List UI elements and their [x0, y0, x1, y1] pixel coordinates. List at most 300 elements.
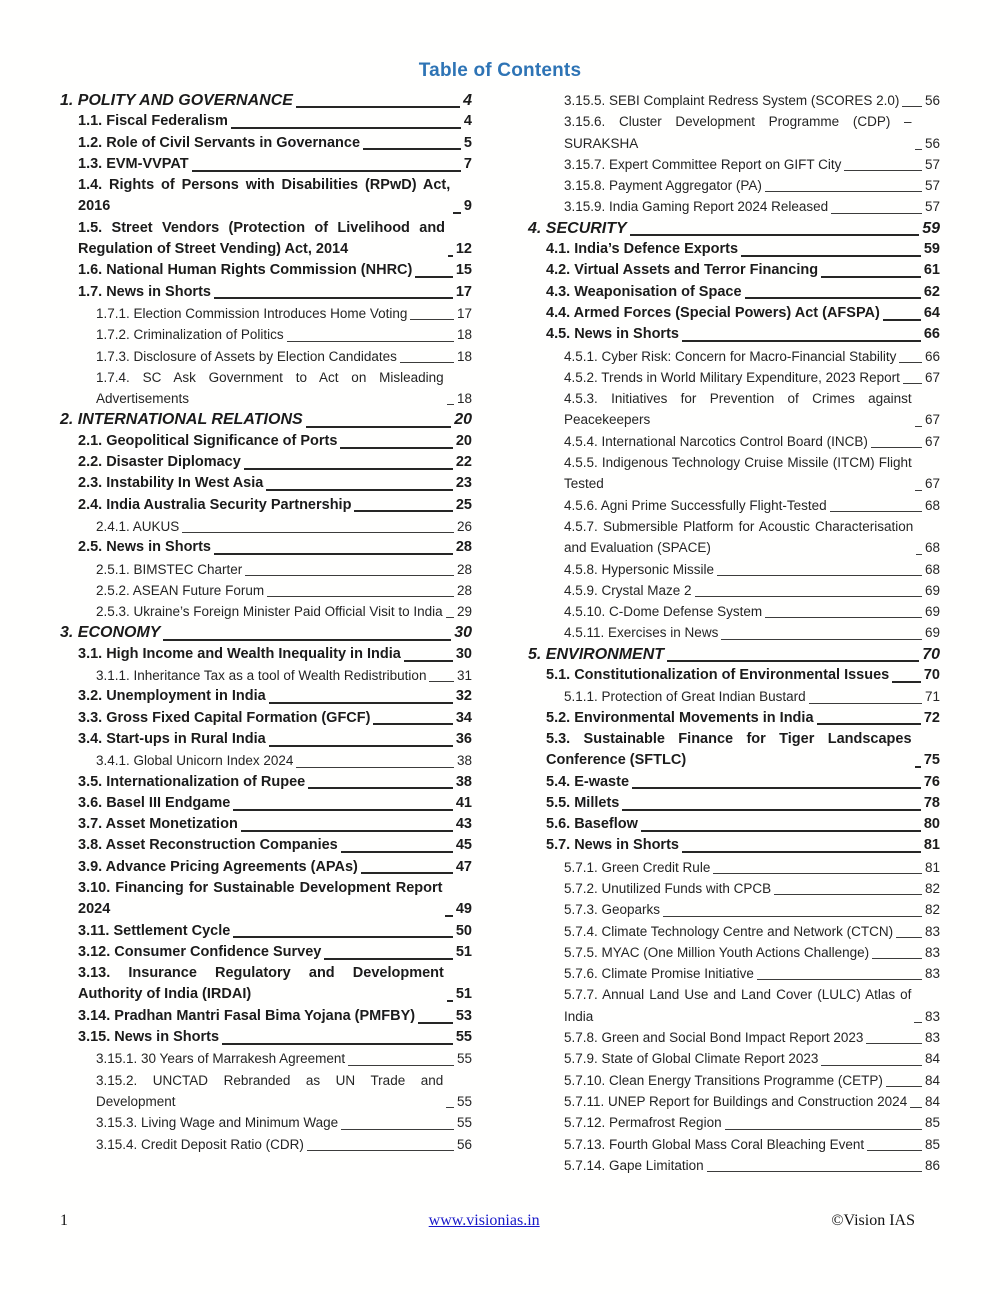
toc-entry [60, 921, 472, 942]
toc-leader-line [363, 148, 461, 150]
toc-entry-text: 5.1.1. Protection of Great Indian Bustard [564, 689, 806, 705]
toc-leader-line [717, 575, 922, 576]
toc-page-number: 30 [455, 645, 472, 662]
toc-entry-text: 4.5.1. Cyber Risk: Concern for Macro-Financial Stability [564, 348, 897, 364]
toc-entry [60, 878, 472, 921]
toc-leader-line [400, 362, 454, 363]
toc-entry [528, 324, 940, 345]
toc-page-number: 68 [924, 497, 940, 513]
toc-page-number: 84 [924, 1093, 940, 1109]
toc-page-number: 23 [455, 475, 472, 492]
toc-page-number: 34 [455, 709, 472, 726]
toc-leader-line [915, 490, 922, 491]
toc-page-number: 7 [463, 155, 472, 172]
toc-entry-text: 3.15. News in Shorts [78, 1029, 220, 1046]
toc-entry-text: 3.13. Insurance Regulatory and Development Authority of India (IRDAI) [78, 965, 444, 1003]
toc-entry [528, 601, 940, 622]
toc-page-number: 28 [456, 561, 472, 577]
toc-leader-line [817, 723, 921, 725]
toc-leader-line [867, 1150, 922, 1151]
toc-entry-text: 5.7.5. MYAC (One Million Youth Actions Challenge) [564, 944, 870, 960]
toc-entry [528, 814, 940, 835]
toc-entry [528, 835, 940, 856]
toc-columns [60, 90, 940, 1176]
toc-page-number: 38 [455, 773, 472, 790]
toc-leader-line [745, 297, 921, 299]
toc-page-number: 12 [455, 241, 472, 258]
toc-page-number: 20 [455, 432, 472, 449]
toc-entry [528, 239, 940, 260]
toc-entry [60, 857, 472, 878]
toc-page-number: 57 [924, 178, 940, 194]
toc-entry [60, 1006, 472, 1027]
toc-entry-text: 3.9. Advance Pricing Agreements (APAs) [78, 858, 358, 875]
toc-entry [528, 857, 940, 878]
toc-leader-line [903, 383, 922, 384]
toc-entry [60, 644, 472, 665]
toc-leader-line [872, 958, 922, 959]
toc-entry-text: 5.2. Environmental Movements in India [546, 709, 814, 726]
toc-page-number: 56 [924, 93, 940, 108]
toc-entry-text: 5.7.4. Climate Technology Centre and Network (CTCN) [564, 923, 894, 939]
toc-entry-text: 3.4. Start-ups in Rural India [78, 730, 266, 747]
toc-leader-line [448, 255, 453, 257]
toc-entry [528, 175, 940, 196]
toc-entry [528, 644, 940, 665]
toc-entry [528, 516, 940, 559]
toc-page-number: 66 [924, 348, 940, 364]
toc-page-number: 68 [924, 540, 940, 556]
toc-entry [528, 984, 940, 1027]
toc-page-number: 82 [924, 902, 940, 918]
toc-page-number: 55 [456, 1093, 472, 1109]
toc-entry [528, 942, 940, 963]
toc-leader-line [354, 510, 452, 512]
toc-leader-line [682, 340, 921, 342]
toc-page-number: 68 [924, 561, 940, 577]
toc-entry [528, 1070, 940, 1091]
toc-page-number: 80 [923, 816, 940, 833]
toc-page-number: 82 [924, 880, 940, 896]
toc-entry-text: 2.5.3. Ukraine’s Foreign Minister Paid Official Visit to India [96, 604, 443, 620]
toc-entry-text: 1.7.4. SC Ask Government to Act on Misleading Advertisements [96, 369, 444, 407]
toc-leader-line [361, 872, 453, 874]
toc-page-number: 4 [463, 92, 472, 109]
toc-leader-line [632, 787, 921, 789]
toc-entry [60, 1027, 472, 1048]
toc-page-number: 84 [924, 1072, 940, 1088]
toc-entry-text: 3.15.3. Living Wage and Minimum Wage [96, 1115, 339, 1131]
toc-entry [60, 282, 472, 303]
toc-entry [60, 409, 472, 430]
toc-leader-line [418, 1022, 453, 1024]
toc-leader-line [667, 660, 919, 662]
toc-entry-text: 4.5.3. Initiatives for Prevention of Crimes against Peacekeepers [564, 391, 912, 428]
toc-entry-text: 3.10. Financing for Sustainable Development Report 2024 [78, 879, 443, 918]
toc-entry-text: 5.4. E-waste [546, 773, 630, 790]
toc-entry [60, 793, 472, 814]
toc-entry [60, 963, 472, 1006]
toc-entry-text: 5.7.11. UNEP Report for Buildings and Construction 2024 [564, 1093, 908, 1109]
toc-entry [528, 431, 940, 452]
toc-entry-text: 1.6. National Human Rights Commission (NHRC) [78, 262, 413, 279]
toc-column-right [528, 90, 940, 1176]
footer-copyright: ©Vision IAS [831, 1212, 915, 1229]
toc-leader-line [831, 213, 922, 214]
toc-leader-line [892, 681, 921, 683]
toc-entry-text: 1.2. Role of Civil Servants in Governance [78, 134, 361, 151]
toc-entry-text: 1.3. EVM-VVPAT [78, 155, 189, 172]
toc-page-number: 18 [456, 327, 472, 343]
toc-entry-text: 3.11. Settlement Cycle [78, 922, 231, 939]
toc-page-number: 83 [924, 1008, 940, 1024]
toc-leader-line [695, 596, 922, 597]
toc-entry [60, 303, 472, 324]
toc-leader-line [231, 127, 461, 129]
toc-page-number: 29 [456, 604, 472, 620]
toc-page-number: 55 [456, 1115, 472, 1131]
toc-leader-line [757, 979, 922, 980]
toc-entry [60, 814, 472, 835]
toc-page-number: 36 [455, 730, 472, 747]
toc-entry-text: 5.5. Millets [546, 794, 620, 811]
toc-entry [528, 1155, 940, 1176]
toc-page-number: 56 [924, 135, 940, 151]
toc-page-number: 41 [455, 794, 472, 811]
toc-entry [60, 431, 472, 452]
toc-page-number: 83 [924, 923, 940, 939]
toc-leader-line [914, 1022, 922, 1023]
toc-entry [60, 601, 472, 622]
toc-page-number: 32 [455, 688, 472, 705]
toc-entry-text: 3.15.1. 30 Years of Marrakesh Agreement [96, 1051, 346, 1067]
toc-entry [528, 793, 940, 814]
toc-entry [528, 196, 940, 217]
toc-entry [60, 367, 472, 410]
toc-entry [528, 495, 940, 516]
toc-page-number: 55 [455, 1029, 472, 1046]
toc-entry-text: 3.15.4. Credit Deposit Ratio (CDR) [96, 1136, 304, 1152]
toc-entry-text: 4.5.5. Indigenous Technology Cruise Missile (ITCM) Flight Tested [564, 455, 912, 492]
toc-entry [60, 133, 472, 154]
toc-entry-text: 3.7. Asset Monetization [78, 816, 238, 833]
toc-leader-line [306, 426, 452, 428]
toc-entry-text: 3.8. Asset Reconstruction Companies [78, 837, 338, 854]
toc-entry-text: 1.1. Fiscal Federalism [78, 113, 228, 130]
toc-entry-text: 3.2. Unemployment in India [78, 688, 266, 705]
toc-page-number: 69 [924, 604, 940, 620]
toc-entry [528, 899, 940, 920]
toc-entry [60, 729, 472, 750]
toc-entry-text: 5.7.6. Climate Promise Initiative [564, 966, 754, 982]
toc-page-number: 57 [924, 199, 940, 215]
toc-entry-text: 4.5.8. Hypersonic Missile [564, 561, 715, 577]
toc-entry-text: 5.7.1. Green Credit Rule [564, 859, 711, 875]
toc-entry-text: 4.5.10. C-Dome Defense System [564, 604, 763, 620]
toc-leader-line [373, 723, 452, 725]
toc-page-number: 70 [922, 645, 940, 663]
toc-page-number: 67 [924, 476, 940, 492]
toc-entry-text: 3.15.2. UNCTAD Rebranded as UN Trade and Development [96, 1072, 444, 1109]
toc-page-number: 69 [924, 582, 940, 598]
toc-page-number: 67 [924, 412, 940, 428]
page-footer [60, 1212, 915, 1234]
toc-entry [528, 1112, 940, 1133]
toc-entry-text: 3.15.8. Payment Aggregator (PA) [564, 178, 762, 194]
toc-entry [528, 218, 940, 239]
toc-entry-text: 5.7.14. Gape Limitation [564, 1157, 704, 1173]
toc-entry [60, 324, 472, 345]
toc-page-number: 20 [454, 411, 472, 429]
toc-page-number: 67 [924, 433, 940, 449]
toc-entry-text: 2.2. Disaster Diplomacy [78, 454, 241, 471]
toc-leader-line [269, 702, 453, 704]
toc-entry-text: 1.7. News in Shorts [78, 283, 211, 300]
toc-page-number: 62 [923, 283, 940, 300]
toc-page-number: 15 [455, 262, 472, 279]
toc-entry [528, 452, 940, 495]
toc-page-number: 30 [454, 624, 472, 642]
toc-leader-line [821, 1065, 922, 1066]
toc-leader-line [267, 596, 454, 597]
toc-leader-line [896, 937, 922, 938]
toc-entry [528, 260, 940, 281]
toc-entry-text: 3.4.1. Global Unicorn Index 2024 [96, 753, 294, 769]
toc-entry [60, 260, 472, 281]
toc-entry [528, 154, 940, 175]
toc-entry-text: 1.5. Street Vendors (Protection of Livelihood and Regulation of Street Vending) Act, 2014 [78, 219, 446, 258]
toc-leader-line [446, 617, 454, 618]
toc-entry-text: 2.4. India Australia Security Partnership [78, 496, 352, 513]
toc-entry-text: 5.7.12. Permafrost Region [564, 1115, 722, 1131]
toc-page-number: 83 [924, 1030, 940, 1046]
toc-page-number: 55 [456, 1051, 472, 1067]
toc-page-number: 18 [456, 348, 472, 364]
toc-entry-text: 4.5.9. Crystal Maze 2 [564, 582, 692, 598]
toc-page-number: 69 [924, 625, 940, 641]
toc-entry [528, 1048, 940, 1069]
toc-leader-line [910, 1107, 922, 1108]
toc-page-number: 76 [923, 773, 940, 790]
toc-leader-line [308, 787, 453, 789]
toc-entry [528, 878, 940, 899]
toc-leader-line [707, 1171, 922, 1172]
toc-leader-line [915, 149, 922, 150]
toc-entry [60, 622, 472, 643]
toc-page-number: 18 [456, 391, 472, 407]
toc-page-number: 81 [923, 837, 940, 854]
toc-page-number: 85 [924, 1115, 940, 1131]
toc-entry-text: 2.5.1. BIMSTEC Charter [96, 561, 243, 577]
toc-leader-line [269, 745, 453, 747]
toc-entry [528, 665, 940, 686]
toc-leader-line [244, 468, 453, 470]
toc-leader-line [233, 809, 453, 811]
toc-leader-line [641, 830, 921, 832]
toc-leader-line [182, 532, 454, 533]
toc-entry [528, 1027, 940, 1048]
toc-entry [60, 580, 472, 601]
toc-page-number: 28 [456, 582, 472, 598]
toc-column-left [60, 90, 472, 1176]
toc-page-number: 50 [455, 922, 472, 939]
toc-entry [528, 388, 940, 431]
toc-entry-text: 3.15.6. Cluster Development Programme (CDP) – SURAKSHA [564, 114, 912, 151]
toc-leader-line [245, 575, 454, 576]
toc-entry [60, 559, 472, 580]
toc-entry [528, 963, 940, 984]
toc-entry-text: 2.5. News in Shorts [78, 539, 211, 556]
toc-entry [60, 1112, 472, 1133]
toc-entry [60, 90, 472, 111]
toc-page-number: 67 [924, 369, 940, 385]
toc-entry-text: 5.7.2. Unutilized Funds with CPCB [564, 880, 772, 896]
toc-entry-text: 3.5. Internationalization of Rupee [78, 773, 306, 790]
toc-leader-line [809, 703, 922, 704]
toc-leader-line [287, 341, 454, 342]
toc-entry-text: 5.6. Baseflow [546, 816, 638, 833]
toc-entry-text: 3.1. High Income and Wealth Inequality in India [78, 645, 401, 662]
toc-leader-line [340, 447, 452, 449]
toc-entry [528, 559, 940, 580]
toc-page-number: 61 [923, 262, 940, 279]
toc-leader-line [445, 915, 452, 917]
toc-entry [528, 729, 940, 772]
toc-leader-line [222, 1043, 453, 1045]
toc-leader-line [324, 958, 453, 960]
toc-entry-text: 1.7.3. Disclosure of Assets by Election Candidates [96, 348, 397, 364]
toc-entry-text: 2.1. Geopolitical Significance of Ports [78, 432, 338, 449]
toc-page-number: 25 [455, 496, 472, 513]
toc-entry-text: 3.1.1. Inheritance Tax as a tool of Wealth Redistribution [96, 668, 427, 684]
toc-entry [60, 1070, 472, 1113]
toc-entry [60, 111, 472, 132]
toc-page-number: 22 [455, 454, 472, 471]
toc-entry [60, 218, 472, 261]
toc-page-number: 5 [463, 134, 472, 151]
toc-leader-line [916, 554, 922, 555]
toc-page-number: 9 [463, 198, 472, 215]
toc-leader-line [830, 511, 922, 512]
toc-leader-line [429, 681, 454, 682]
toc-entry-text: 5.7.8. Green and Social Bond Impact Report 2023 [564, 1030, 864, 1046]
toc-leader-line [915, 766, 921, 768]
toc-page-number: 85 [924, 1136, 940, 1152]
toc-entry-text: 1. POLITY AND GOVERNANCE [60, 92, 293, 109]
toc-page-number: 84 [924, 1051, 940, 1067]
toc-entry-text: 1.4. Rights of Persons with Disabilities (RPwD) Act, 2016 [78, 177, 451, 215]
toc-entry [60, 154, 472, 175]
toc-leader-line [307, 1150, 454, 1151]
toc-entry [528, 921, 940, 942]
toc-entry [528, 90, 940, 111]
toc-page-number: 86 [924, 1157, 940, 1173]
toc-leader-line [233, 936, 453, 938]
toc-leader-line [682, 851, 921, 853]
toc-entry [528, 1134, 940, 1155]
toc-entry [528, 1091, 940, 1112]
toc-entry [60, 473, 472, 494]
toc-leader-line [866, 1043, 922, 1044]
toc-entry-text: 4.5.6. Agni Prime Successfully Flight-Tested [564, 497, 827, 513]
toc-entry-text: 3. ECONOMY [60, 624, 161, 642]
toc-leader-line [415, 276, 453, 278]
toc-page-number: 4 [463, 113, 472, 130]
toc-entry-text: 1.7.1. Election Commission Introduces Home Voting [96, 305, 408, 321]
toc-entry-text: 2.3. Instability In West Asia [78, 475, 264, 492]
toc-entry [528, 303, 940, 324]
toc-entry-text: 3.6. Basel III Endgame [78, 794, 231, 811]
toc-leader-line [741, 255, 921, 257]
toc-entry-text: 5.1. Constitutionalization of Environmental Issues [546, 667, 890, 684]
toc-leader-line [844, 170, 922, 171]
toc-leader-line [821, 276, 921, 278]
toc-page-number: 38 [456, 753, 472, 769]
toc-page-number: 26 [456, 518, 472, 534]
footer-page-number: 1 [60, 1212, 68, 1229]
toc-leader-line [348, 1065, 454, 1066]
toc-page-number: 57 [924, 156, 940, 172]
toc-entry-text: 5.7.10. Clean Energy Transitions Programme (CETP) [564, 1072, 883, 1088]
footer-website-link[interactable]: www.visionias.in [428, 1212, 540, 1229]
toc-entry-text: 5.3. Sustainable Finance for Tiger Landscapes Conference (SFTLC) [546, 730, 912, 769]
toc-leader-line [163, 639, 451, 641]
toc-leader-line [214, 297, 453, 299]
toc-page-number: 75 [923, 752, 940, 769]
toc-page-number: 66 [923, 326, 940, 343]
toc-leader-line [713, 873, 922, 874]
toc-leader-line [446, 1107, 454, 1108]
toc-leader-line [886, 1086, 922, 1087]
toc-entry-text: 4.2. Virtual Assets and Terror Financing [546, 262, 819, 279]
toc-entry [60, 686, 472, 707]
toc-entry-text: 4.5. News in Shorts [546, 326, 679, 343]
toc-entry [60, 665, 472, 686]
toc-entry [528, 282, 940, 303]
toc-leader-line [721, 639, 922, 640]
toc-entry [528, 622, 940, 643]
toc-entry-text: 4.4. Armed Forces (Special Powers) Act (AFSPA) [546, 304, 880, 321]
toc-entry-text: 3.15.7. Expert Committee Report on GIFT City [564, 156, 842, 172]
toc-page-number: 51 [455, 986, 472, 1003]
page-title: Table of Contents [418, 60, 582, 81]
toc-page-number: 47 [455, 858, 472, 875]
toc-leader-line [630, 234, 920, 236]
toc-entry-text: 4.1. India’s Defence Exports [546, 241, 739, 258]
toc-entry [60, 942, 472, 963]
toc-entry [60, 1134, 472, 1155]
toc-page-number: 59 [922, 219, 940, 237]
toc-entry [60, 452, 472, 473]
toc-entry [60, 1048, 472, 1069]
toc-leader-line [902, 106, 922, 107]
toc-entry-text: 2. INTERNATIONAL RELATIONS [60, 411, 303, 429]
toc-page-number: 53 [455, 1007, 472, 1024]
toc-entry-text: 5. ENVIRONMENT [528, 645, 665, 663]
toc-entry [60, 708, 472, 729]
toc-entry-text: 4.5.2. Trends in World Military Expenditure, 2023 Report [564, 369, 900, 385]
toc-entry-text: 5.7.13. Fourth Global Mass Coral Bleaching Event [564, 1136, 865, 1152]
toc-leader-line [404, 660, 453, 662]
toc-entry-text: 4.5.11. Exercises in News [564, 625, 719, 641]
toc-entry [60, 537, 472, 558]
toc-leader-line [192, 170, 461, 172]
toc-page-number: 71 [924, 689, 940, 705]
toc-entry [60, 495, 472, 516]
toc-entry-text: 3.14. Pradhan Mantri Fasal Bima Yojana (PMFBY) [78, 1007, 416, 1024]
toc-page-number: 83 [924, 966, 940, 982]
toc-page-number: 43 [455, 816, 472, 833]
